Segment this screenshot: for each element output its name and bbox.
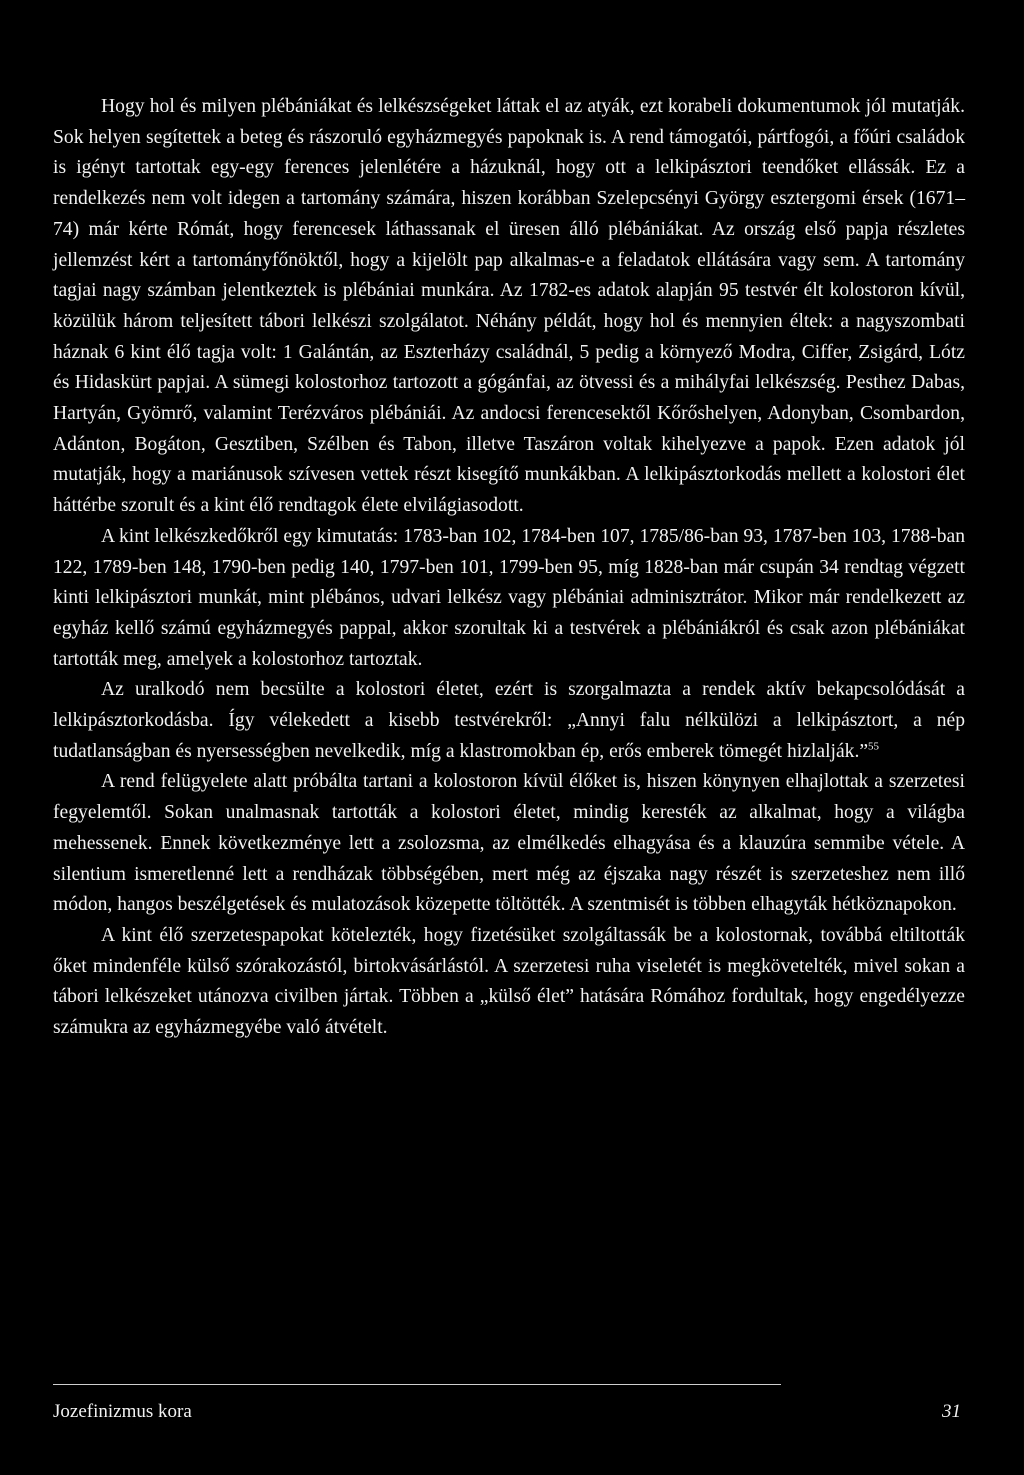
paragraph-3 <box>53 675 965 767</box>
page-number: 31 <box>942 1401 961 1422</box>
paragraph-1: Hogy hol és milyen plébániákat és lelkészségeket láttak el az atyák, ezt korabeli dokumentumok jól mutatják. Sok helyen segítettek a beteg és rászoruló egyházmegyés papoknak is. A rend támogatói, pártfogói, a főúri családok is igényt tartottak egy-egy ferences jelenlétére a házuknál, hogy ott a lelkipásztori teendőket ellássák. Ez a rendelkezés nem volt idegen a tartomány számára, hiszen korábban Szelepcsényi György esztergomi érsek (1671–74) már kérte Rómát, hogy ferencesek láthassanak el üresen álló plébániákat. Az ország első papja részletes jellemzést kért a tartományfőnöktől, hogy a kijelölt pap alkalmas-e a feladatok ellátására vagy sem. A tartomány tagjai nagy számban jelentkeztek is plébániai munkára. Az 1782-es adatok alapján 95 testvér élt kolostoron kívül, közülük három teljesített tábori lelkészi szolgálatot. Néhány példát, hogy hol és mennyien éltek: a nagyszombati háznak 6 kint élő tagja volt: 1 Galántán, az Eszterházy családnál, 5 pedig a környező Modra, Ciffer, Zsigárd, Lótz és Hidaskürt papjai. A sümegi kolostorhoz tartozott a gógánfai, az ötvessi és a mihályfai lelkészség. Pesthez Dabas, Hartyán, Gyömrő, valamint Terézváros plébániái. Az andocsi ferencesektől Kőrőshelyen, Adonyban, Csombardon, Adánton, Bogáton, Gesztiben, Szélben és Tabon, illetve Taszáron voltak kihelyezve a papok. Ezen adatok jól mutatják, hogy a mariánusok szívesen vettek részt kisegítő munkákban. A lelkipásztorkodás mellett a kolostori élet háttérbe szorult és a kint élő rendtagok élete elvilágiasodott. <box>53 96 965 517</box>
footnote-reference: 55 <box>868 740 880 753</box>
footer-divider <box>53 1384 781 1385</box>
paragraph-3-text: Az uralkodó nem becsülte a kolostori életet, ezért is szorgalmazta a rendek aktív bekapcsolódását a lelkipásztorkodásba. Így vélekedett a kisebb testvérekről: „Annyi falu nélkülözi a lelkipásztort, a nép tudatlanságban és nyersességben nevelkedik, míg a klastromokban ép, erős emberek tömegét hizlalják.” <box>53 679 965 762</box>
page-body <box>53 92 965 1044</box>
paragraph-2: A kint lelkészkedőkről egy kimutatás: 1783-ban 102, 1784-ben 107, 1785/86-ban 93, 1787-ben 103, 1788-ban 122, 1789-ben 148, 1790-ben pedig 140, 1797-ben 101, 1799-ben 95, míg 1828-ban már csupán 34 rendtag végzett kinti lelkipásztori munkát, mint plébános, udvari lelkész vagy plébániai adminisztrátor. Mikor már rendelkezett az egyház kellő számú egyházmegyés pappal, akkor szorultak ki a testvérek a plébániákról és csak azon plébániákat tartották meg, amelyek a kolostorhoz tartoztak. <box>53 525 965 670</box>
paragraph-5: A kint élő szerzetespapokat kötelezték, hogy fizetésüket szolgáltassák be a kolostornak, továbbá eltiltották őket mindenféle külső szórakozástól, birtokvásárlástól. A szerzetesi ruha viseletét is megkövetelték, mivel sokan a tábori lelkészeket utánozva civilben jártak. Többen a „külső élet” hatására Rómához fordultak, hogy engedélyezze számukra az egyházmegyébe való átvételt. <box>53 924 965 1039</box>
paragraph-4: A rend felügyelete alatt próbálta tartani a kolostoron kívül élőket is, hiszen könynyen elhajlottak a szerzetesi fegyelemtől. Sokan unalmasnak tartották a kolostori életet, mindig keresték az alkalmat, hogy a világba mehessenek. Ennek következménye lett a zsolozsma, az elmélkedés elhagyása és a klauzúra semmibe vétele. A silentium ismeretlenné lett a rendházak többségében, mert még az éjszaka nagy részét is szerzeteshez nem illő módon, hangos beszélgetések és mulatozások közepette töltötték. A szentmisét is többen elhagyták hétköznapokon. <box>53 771 965 916</box>
running-footer-title: Jozefinizmus kora <box>53 1401 192 1422</box>
